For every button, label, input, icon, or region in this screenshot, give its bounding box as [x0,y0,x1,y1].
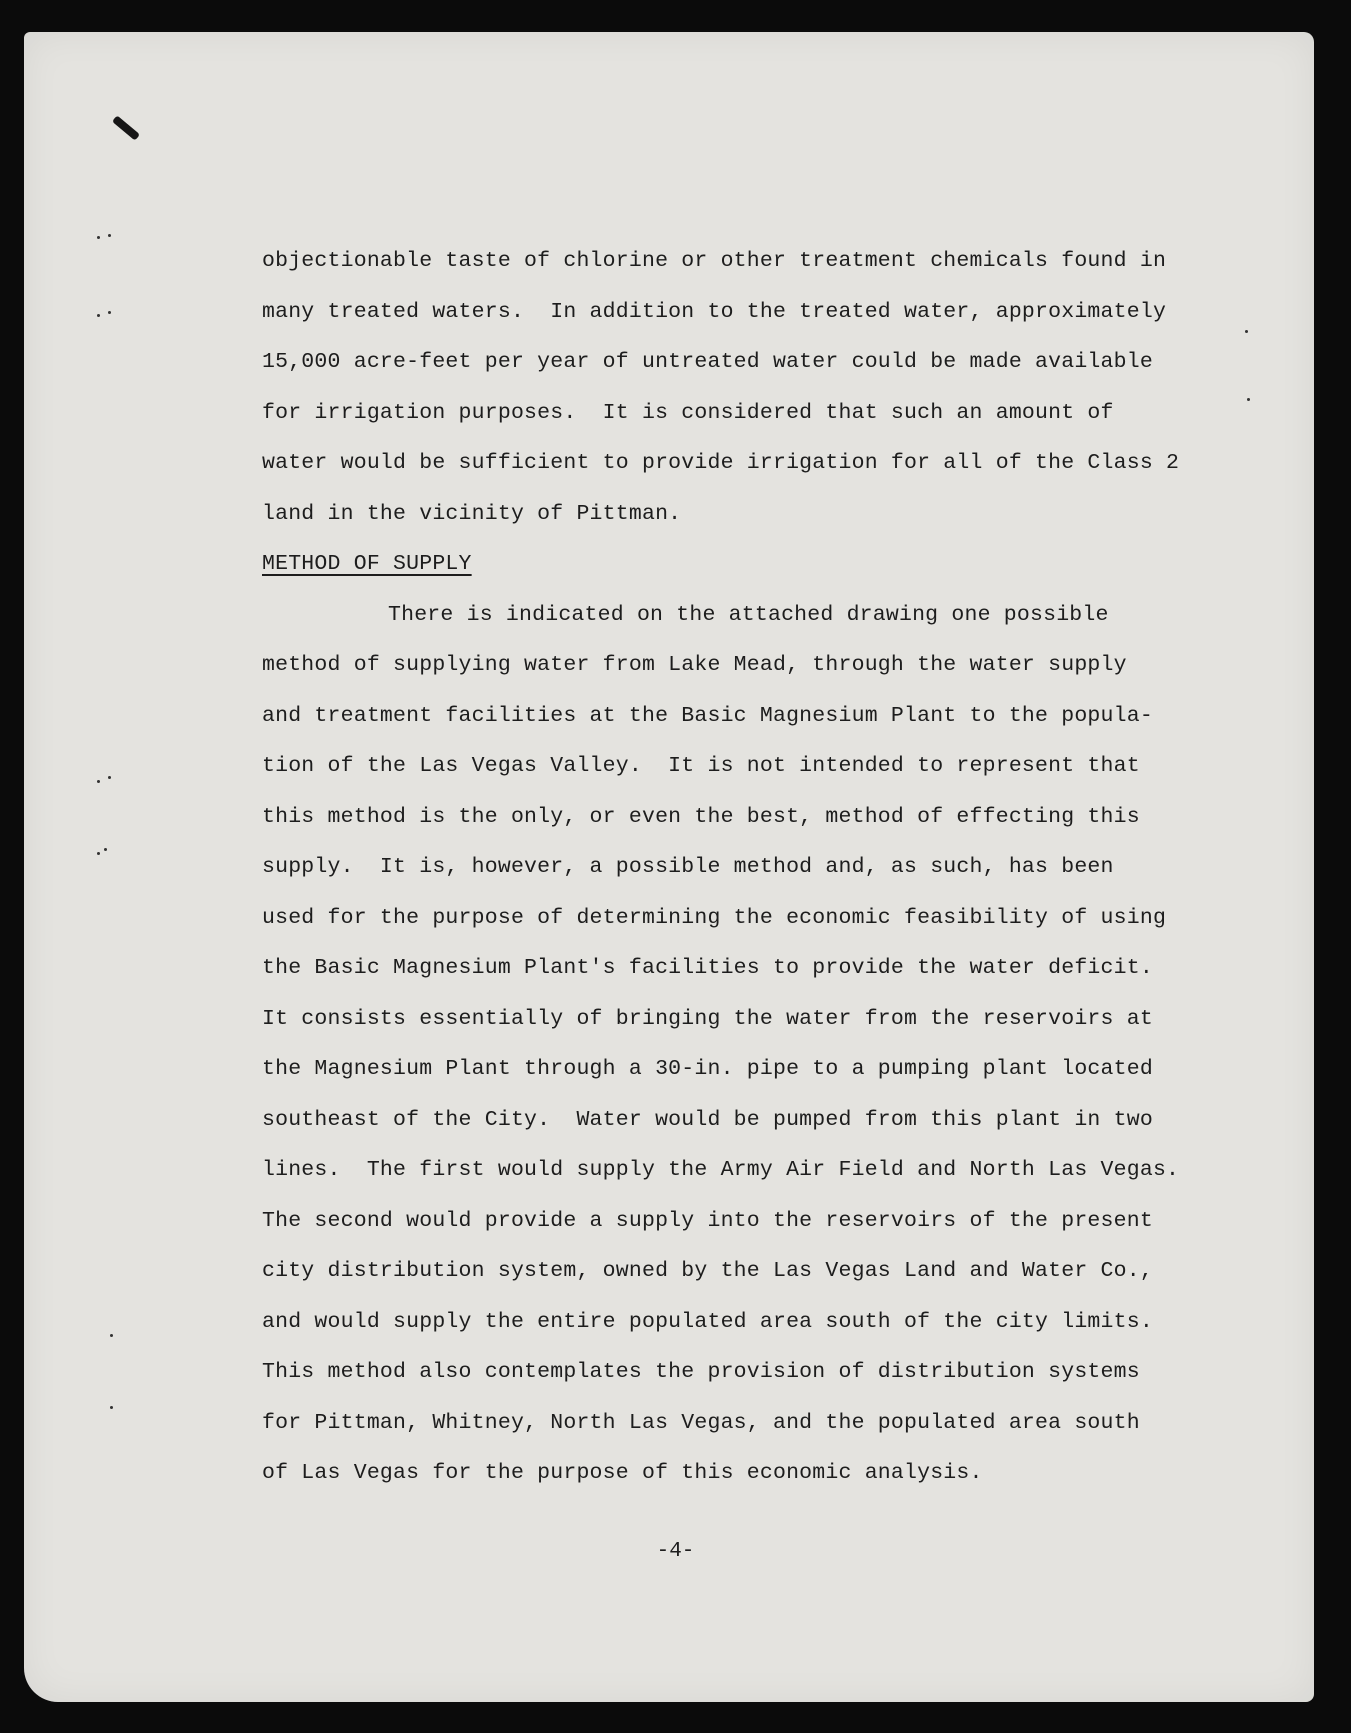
margin-speck [104,848,107,851]
text-line: There is indicated on the attached drawing one possible [388,602,1109,627]
margin-speck [97,852,100,855]
text-line: 15,000 acre-feet per year of untreated water could be made available [262,350,1153,374]
text-line: It consists essentially of bringing the water from the reservoirs at [262,1006,1153,1031]
text-line: This method also contemplates the provision of distribution systems [262,1360,1140,1384]
margin-speck [97,314,100,317]
margin-speck [110,1406,113,1409]
text-line: method of supplying water from Lake Mead, through the water supply [262,653,1127,677]
section-heading: METHOD OF SUPPLY [262,552,472,576]
margin-speck [1245,330,1248,333]
text-line: land in the vicinity of Pittman. [262,501,682,526]
text-line: water would be sufficient to provide irrigation for all of the Class 2 [262,451,1180,475]
text-line: this method is the only, or even the best, method of effecting this [262,804,1140,829]
margin-speck [108,776,111,779]
margin-speck [108,311,111,314]
text-line: the Basic Magnesium Plant's facilities to provide the water deficit. [262,956,1153,980]
text-line: supply. It is, however, a possible method and, as such, has been [262,855,1114,879]
text-line: used for the purpose of determining the economic feasibility of using [262,905,1167,930]
text-line: for Pittman, Whitney, North Las Vegas, and the populated area south [262,1410,1140,1435]
text-line: and would supply the entire populated area south of the city limits. [262,1309,1153,1334]
text-line: southeast of the City. Water would be pumped from this plant in two [262,1107,1153,1132]
text-line: objectionable taste of chlorine or other treatment chemicals found in [262,249,1167,273]
text-line: city distribution system, owned by the Las Vegas Land and Water Co., [262,1259,1153,1283]
text-line: of Las Vegas for the purpose of this economic analysis. [262,1461,983,1485]
text-line: The second would provide a supply into the reservoirs of the present [262,1208,1153,1233]
text-line: lines. The first would supply the Army Air Field and North Las Vegas. [262,1158,1180,1182]
text-line: tion of the Las Vegas Valley. It is not intended to represent that [262,754,1140,778]
text-line: the Magnesium Plant through a 30-in. pipe to a pumping plant located [262,1057,1153,1081]
margin-speck [97,780,100,783]
page-number: -4- [656,1540,695,1563]
text-line: many treated waters. In addition to the treated water, approximately [262,299,1167,324]
margin-speck [110,1334,113,1337]
margin-speck [1247,398,1250,401]
document-body [262,236,1180,1499]
margin-speck [97,236,100,239]
text-line: and treatment facilities at the Basic Magnesium Plant to the popula- [262,703,1153,728]
margin-speck [108,234,111,237]
text-line: for irrigation purposes. It is considered that such an amount of [262,400,1114,425]
